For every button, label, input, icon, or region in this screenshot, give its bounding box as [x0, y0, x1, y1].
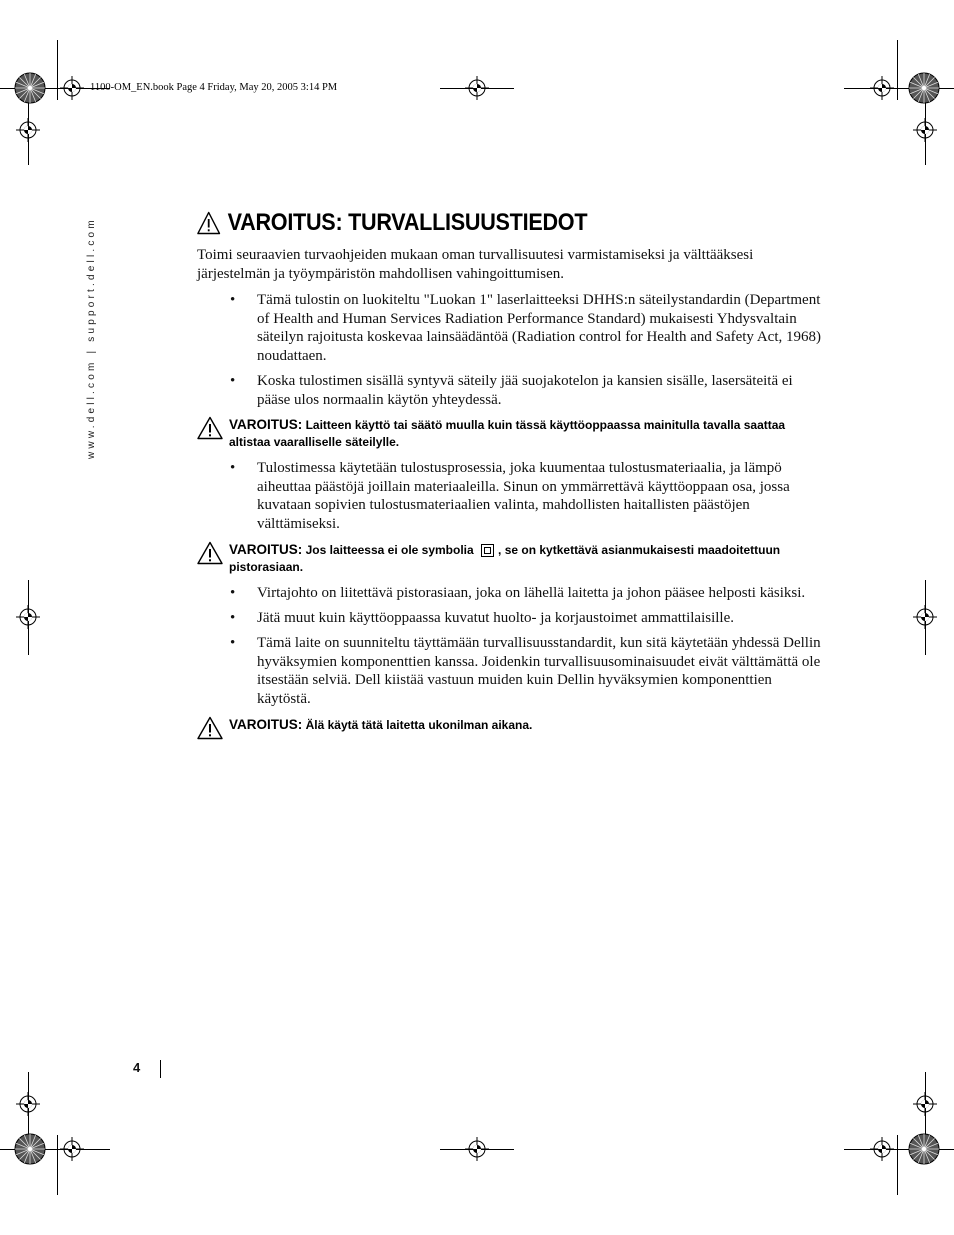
list-item-text: Koska tulostimen sisällä syntyvä säteily jää suojakotelon ja kansien sisälle, lasersäteitä ei pääse ulos normaalin käytön yhteydessä. — [257, 373, 793, 408]
list-item — [232, 634, 822, 709]
warning-body-start: Jos laitteessa ei ole symbolia — [305, 543, 474, 557]
footer-divider — [160, 1060, 161, 1078]
warning-notice — [197, 416, 827, 451]
book-header-info: 1100-OM_EN.book Page 4 Friday, May 20, 2005 3:14 PM — [90, 82, 338, 93]
bullet-marker: • — [230, 373, 236, 389]
list-item — [232, 372, 822, 409]
warning-text — [229, 716, 532, 734]
warning-triangle-icon — [197, 716, 223, 740]
list-item-text: Tämä laite on suunniteltu täyttämään turvallisuusstandardit, kun sitä käytetään yhdessä Dellin hyväksymien komponenttien kanssa. Joidenkin turvallisuusominaisuudet eivät välttämättä ole itsestään selviä. Dell kiistää vastuun muiden kuin Dellin hyväksymien komponenttien käytöstä. — [257, 635, 821, 708]
side-url: www.dell.com | support.dell.com — [86, 217, 97, 459]
warning-body: Älä käytä tätä laitetta ukonilman aikana. — [305, 718, 533, 732]
list-item — [232, 291, 822, 366]
bullet-marker: • — [230, 292, 236, 308]
warning-notice — [197, 716, 827, 740]
bullet-marker: • — [230, 585, 236, 601]
list-item-text: Tämä tulostin on luokiteltu "Luokan 1" laserlaitteeksi DHHS:n säteilystandardin (Department of Health and Human Services Radiation Performance Standard) mukaisesti Yhdysvaltain säteilyn rajoitusta koskevaa lainsäädäntöä (Radiation control for Health and Safety Act, 1968) noudattaen. — [257, 292, 821, 365]
warning-triangle-icon — [197, 541, 223, 565]
warning-body-end: , se on kytkettävä asianmukaisesti maadoitettuun pistorasiaan. — [229, 543, 781, 574]
list-item — [232, 584, 822, 603]
page-title — [197, 209, 587, 237]
warning-text — [229, 416, 827, 451]
list-item — [232, 459, 822, 534]
warning-label: VAROITUS: — [229, 717, 303, 732]
warning-triangle-icon — [197, 416, 223, 440]
warning-label: VAROITUS: — [229, 542, 303, 557]
list-item-text: Virtajohto on liitettävä pistorasiaan, joka on lähellä laitetta ja johon pääsee helposti käsiksi. — [257, 585, 806, 601]
bullet-marker: • — [230, 635, 236, 651]
intro-paragraph: Toimi seuraavien turvaohjeiden mukaan oman turvallisuutesi varmistamiseksi ja välttääksesi järjestelmän ja työympäristön mahdollisen vahingoittumisen. — [197, 247, 754, 282]
page-number: 4 — [133, 1060, 141, 1075]
list-item-text: Jätä muut kuin käyttöoppaassa kuvatut huolto- ja korjaustoimet ammattilaisille. — [257, 610, 734, 626]
warning-text — [229, 541, 827, 576]
protective-earth-symbol-icon — [481, 544, 494, 557]
warning-body: Laitteen käyttö tai säätö muulla kuin tässä käyttöoppaassa mainitulla tavalla saattaa altistaa vaaralliselle säteilylle. — [229, 418, 786, 449]
warning-label: VAROITUS: — [229, 417, 303, 432]
warning-triangle-icon — [197, 211, 220, 235]
list-item — [232, 609, 822, 628]
warning-notice — [197, 541, 827, 576]
list-item-text: Tulostimessa käytetään tulostusprosessia, joka kuumentaa tulostusmateriaalia, ja lämpö aiheuttaa päästöjä joillain materiaaleilla. Sinun on ymmärrettävä käyttöoppaan osa, jossa kuvataan sopivien tulostusmateriaalien valinta, mahdollisten haitallisten päästöjen välttämiseksi. — [257, 460, 790, 533]
bullet-marker: • — [230, 460, 236, 476]
page-title-text: VAROITUS: TURVALLISUUSTIEDOT — [227, 209, 588, 236]
bullet-marker: • — [230, 610, 236, 626]
